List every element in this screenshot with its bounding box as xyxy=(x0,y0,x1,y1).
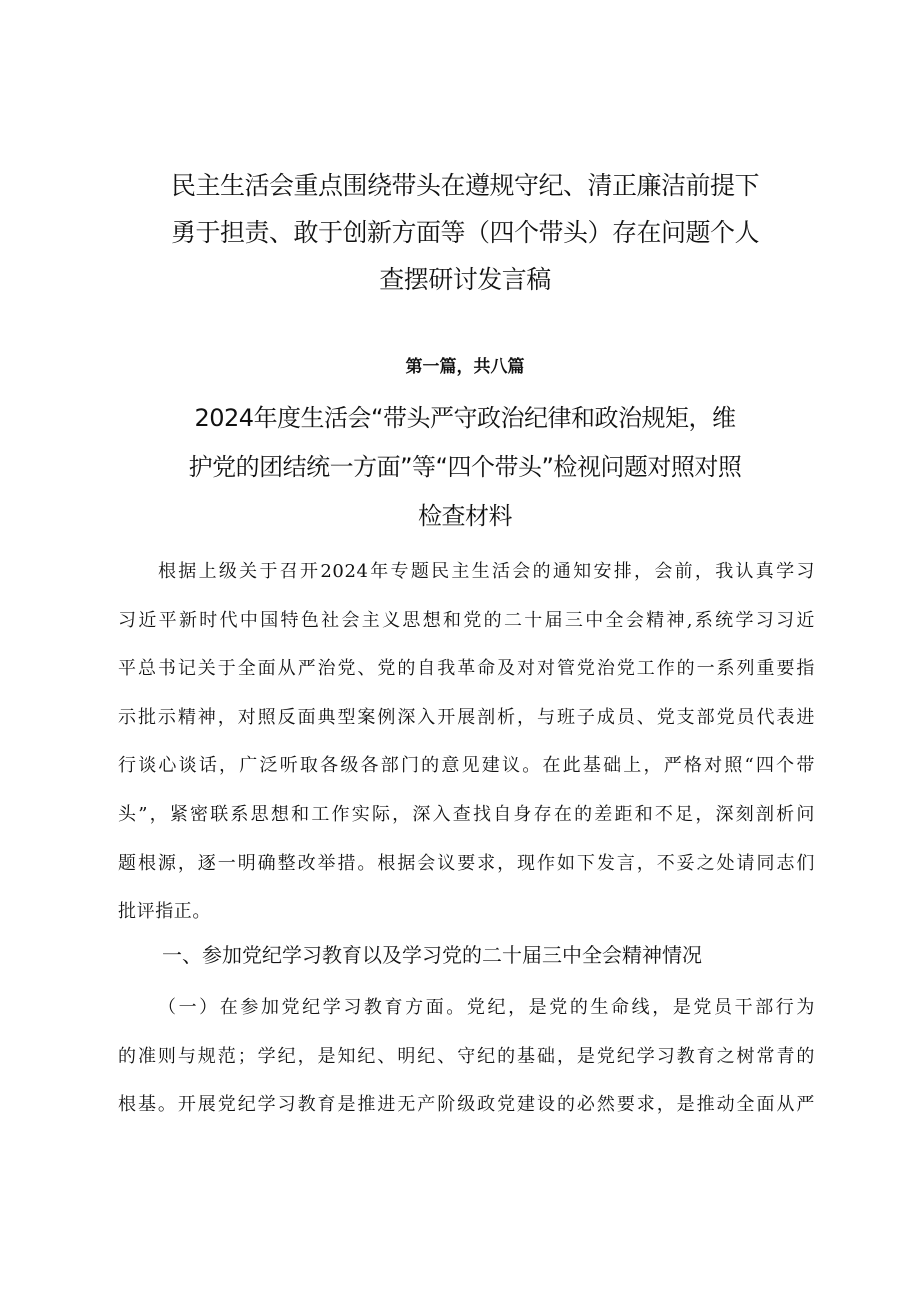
main-title-line: 勇于担责、敢于创新方面等（四个带头）存在问题个人 xyxy=(170,218,759,247)
main-title-line: 查摆研讨发言稿 xyxy=(379,265,551,294)
paragraph-line: （一）在参加党纪学习教育方面。党纪，是党的生命线，是党员干部行为 xyxy=(158,997,815,1018)
main-title-line: 民主生活会重点围绕带头在遵规守纪、清正廉洁前提下 xyxy=(170,171,759,200)
main-title xyxy=(120,162,810,303)
sub-title xyxy=(110,394,820,541)
section1-paragraph xyxy=(118,984,815,1130)
paragraph-line: 平总书记关于全面从严治党、党的自我革命及对对管党治党工作的一系列重要指 xyxy=(118,658,815,680)
paragraph-line: 习近平新时代中国特色社会主义思想和党的二十届三中全会精神,系统学习习近 xyxy=(118,609,815,631)
paragraph-line: 的准则与规范；学纪，是知纪、明纪、守纪的基础，是党纪学习教育之树常青的 xyxy=(118,1045,815,1067)
sub-title-line: 2024年度生活会“带头严守政治纪律和政治规矩，维 xyxy=(194,404,736,432)
paragraph-line: 批评指正。 xyxy=(118,901,211,923)
paragraph-line: 行谈心谈话，广泛听取各级各部门的意见建议。在此基础上，严格对照“四个带 xyxy=(118,755,815,777)
sub-title-line: 检查材料 xyxy=(418,502,512,530)
paragraph-line: 示批示精神，对照反面典型案例深入开展剖析，与班子成员、党支部党员代表进 xyxy=(118,706,815,728)
paragraph-line: 根据上级关于召开2024年专题民主生活会的通知安排，会前，我认真学习 xyxy=(158,561,815,582)
part-label: 第一篇，共八篇 xyxy=(405,357,525,377)
paragraph-line: 头”，紧密联系思想和工作实际，深入查找自身存在的差距和不足，深刻剖析问 xyxy=(118,803,815,825)
paragraph-line: 题根源，逐一明确整改举措。根据会议要求，现作如下发言，不妥之处请同志们 xyxy=(118,852,815,874)
paragraph-line: 根基。开展党纪学习教育是推进无产阶级政党建设的必然要求，是推动全面从严 xyxy=(118,1094,815,1116)
intro-paragraph xyxy=(118,548,815,937)
sub-title-line: 护党的团结统一方面”等“四个带头”检视问题对照对照 xyxy=(188,453,742,481)
section-heading: 一、参加党纪学习教育以及学习党的二十届三中全会精神情况 xyxy=(162,943,702,967)
